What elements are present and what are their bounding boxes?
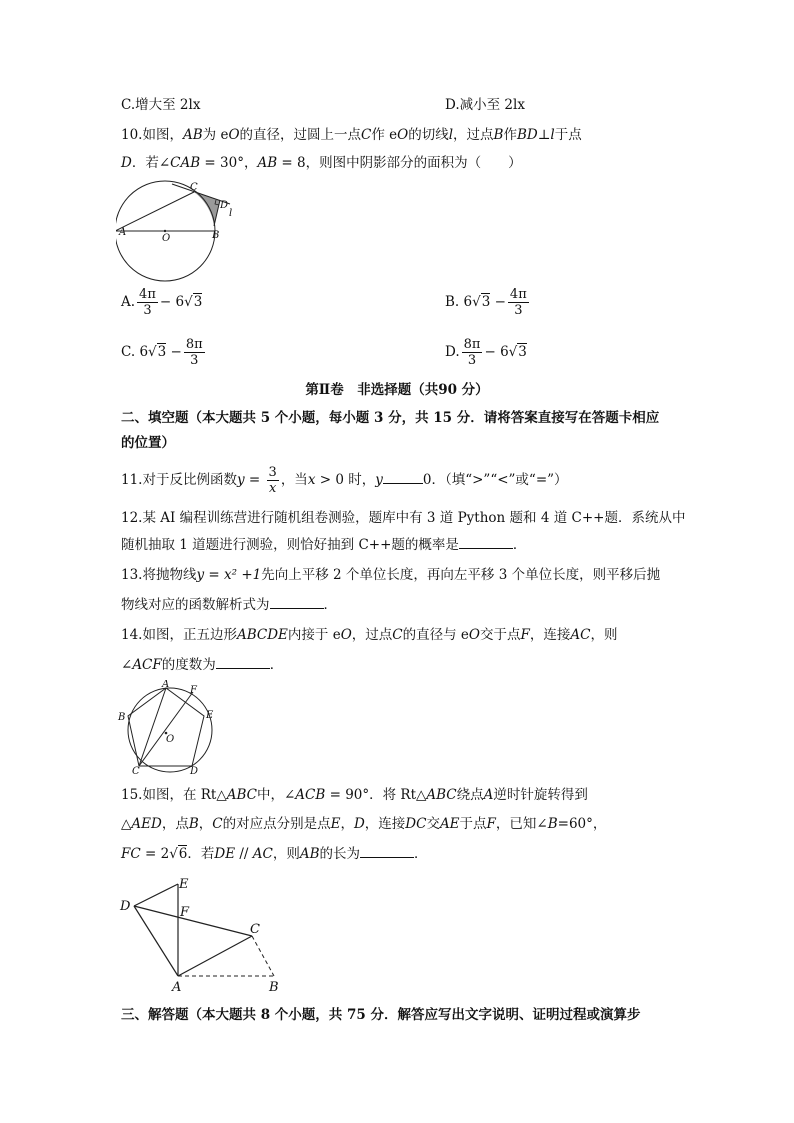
section2-heading-line1: 二、填空题（本大题共 5 个小题，每小题 3 分，共 15 分．请将答案直接写在答题卡相应 <box>121 410 660 426</box>
q12-line1: 12.某 AI 编程训练营进行随机组卷测验，题库中有 3 道 Python 题和 4 道 C++题．系统从中 <box>121 510 686 526</box>
q14-line2: ∠ACF的度数为 ． <box>121 657 284 673</box>
q9-option-d: D.减小至 2lx <box>445 97 525 113</box>
q15-figure <box>116 874 286 994</box>
q10-option-c: C. 6√3 − $\frac{8\pi}{3}$ <box>121 337 203 368</box>
q13-line1: 13.将抛物线y = x² +1先向上平移 2 个单位长度，再向左平移 3 个单位长度，则平移后抛 <box>121 567 661 583</box>
q14-segment-ac <box>139 688 166 766</box>
q10-label-l: l <box>229 208 233 219</box>
q10-line1: 10.如图，AB为 eO的直径，过圆上一点C作 eO的切线l，过点B作BD⊥l于点 <box>121 127 582 143</box>
q14-line1: 14.如图，正五边形ABCDE内接于 eO，过点C的直径与 eO交于点F，连接AC，则 <box>121 627 618 643</box>
q10-option-c-fraction: $\frac{8\pi}{3}$ <box>185 337 203 368</box>
q10-label-o: O <box>162 233 171 244</box>
q10-label-a: A <box>119 227 127 238</box>
q10-option-b-fraction: $\frac{4\pi}{3}$ <box>509 287 527 318</box>
q14-label-o: O <box>166 734 175 745</box>
q10-line2: D．若∠CAB = 30°，AB = 8，则图中阴影部分的面积为（ ） <box>121 155 522 171</box>
q12-line2: 随机抽取 1 道题进行测验，则恰好抽到 C++题的概率是 ． <box>121 537 527 553</box>
q14-pentagon <box>128 688 204 766</box>
q15-line1: 15.如图，在 Rt△ABC中，∠ACB = 90°．将 Rt△ABC绕点A逆时针旋转得到 <box>121 787 588 803</box>
q15-label-d: D <box>120 899 131 914</box>
q14-label-e: E <box>206 710 214 721</box>
q13-answer-blank[interactable] <box>270 596 324 609</box>
q11: 11.对于反比例函数y = $\frac{3}{x}$ ，当x > 0 时，y 0．（填“>”“<”或“=”） <box>121 465 568 496</box>
q11-fraction: $\frac{3}{x}$ <box>268 465 277 496</box>
q12-answer-blank[interactable] <box>459 536 513 549</box>
q9-option-c: C.增大至 2lx <box>121 97 201 113</box>
q14-answer-blank[interactable] <box>216 656 270 669</box>
q15-line2: △AED，点B，C的对应点分别是点E，D，连接DC交AE于点F，已知∠B=60°， <box>121 816 607 832</box>
q15-label-f: F <box>180 905 190 920</box>
q15-label-e: E <box>179 877 189 892</box>
q15-segment-dc <box>134 906 252 936</box>
q10-figure <box>116 178 246 282</box>
q15-line3: FC = 2√6．若DE // AC，则AB的长为 ． <box>121 846 428 862</box>
q15-segment-de <box>134 884 178 906</box>
q14-label-c: C <box>132 766 140 774</box>
q15-label-a: A <box>172 980 182 994</box>
q10-label-d: D <box>220 200 229 211</box>
q15-answer-blank[interactable] <box>360 845 414 858</box>
q10-option-d-fraction: $\frac{8\pi}{3}$ <box>463 337 481 368</box>
q10-option-b: B. 6√3 − $\frac{4\pi}{3}$ <box>445 287 527 318</box>
q14-figure <box>116 680 226 774</box>
section2-heading-line2: 的位置） <box>121 435 175 451</box>
q15-label-c: C <box>250 922 260 937</box>
q14-label-f: F <box>190 685 197 696</box>
q11-answer-blank[interactable] <box>383 471 423 484</box>
q10-label-c: C <box>190 182 198 193</box>
q10-option-a: A. $\frac{4\pi}{3}$ − 6√3 <box>121 287 203 318</box>
q14-label-d: D <box>190 766 199 774</box>
q14-diameter-cf <box>139 692 193 766</box>
q14-label-b: B <box>118 712 126 723</box>
q10-option-d: D. $\frac{8\pi}{3}$ − 6√3 <box>445 337 527 368</box>
section3-heading: 三、解答题（本大题共 8 个小题，共 75 分．解答应写出文字说明、证明过程或演算步 <box>121 1007 641 1023</box>
q15-segment-cb-dashed <box>252 936 274 976</box>
q10-shaded-region <box>194 192 220 226</box>
q14-label-a: A <box>162 680 170 690</box>
q14-circle <box>128 688 212 772</box>
section2-title: 第Ⅱ卷 非选择题（共90 分） <box>305 382 489 398</box>
q10-center-dot <box>164 230 166 232</box>
q15-segment-ac <box>178 936 252 976</box>
q15-label-b: B <box>269 980 279 994</box>
q10-label-b: B <box>212 230 220 241</box>
q15-segment-ad <box>134 906 178 976</box>
q10-option-a-fraction: $\frac{4\pi}{3}$ <box>139 287 156 318</box>
q13-line2: 物线对应的函数解析式为 ． <box>121 597 337 613</box>
